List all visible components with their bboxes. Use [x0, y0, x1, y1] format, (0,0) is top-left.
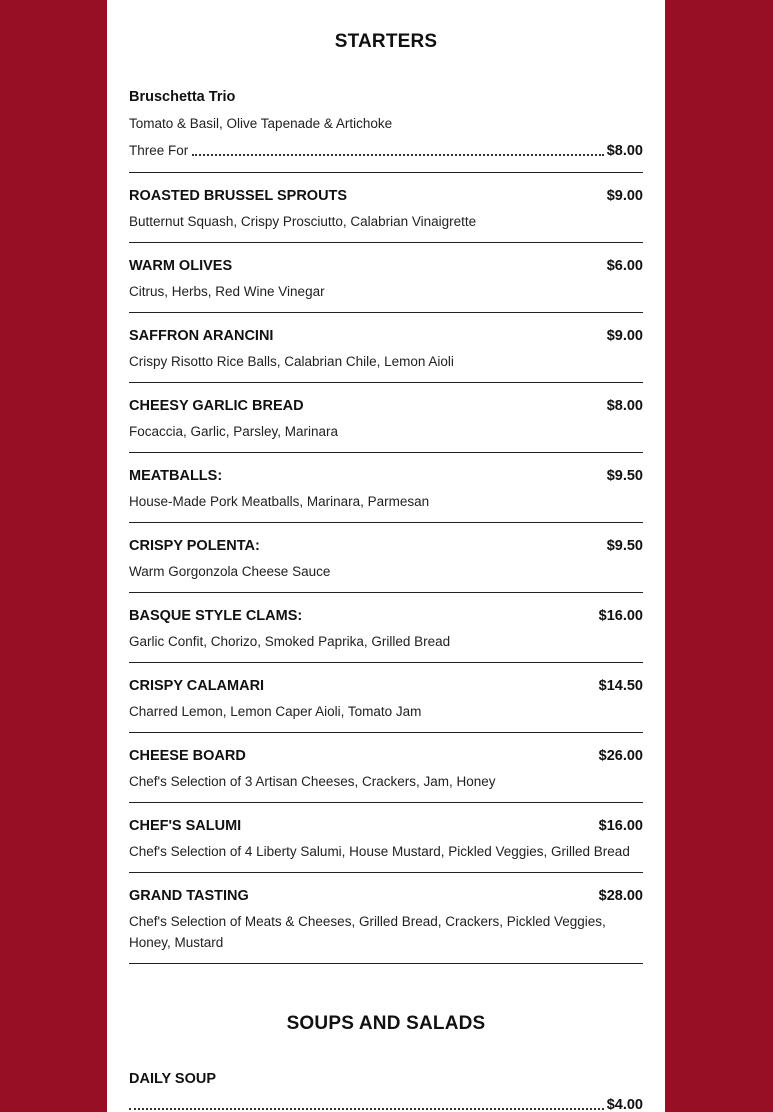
menu-item-grand-tasting [129, 887, 643, 964]
section-title-soups-and-salads: SOUPS AND SALADS [286, 1013, 486, 1034]
item-option-row [129, 1096, 643, 1112]
menu-item-bruschetta-trio [129, 88, 643, 173]
item-price: $8.00 [606, 398, 643, 414]
menu-item-meatballs [129, 467, 643, 523]
item-price: $9.50 [606, 538, 643, 554]
item-name: CHEESY GARLIC BREAD [129, 398, 304, 414]
item-description: House-Made Pork Meatballs, Marinara, Parmesan [129, 494, 430, 509]
item-name: CRISPY CALAMARI [129, 678, 265, 694]
item-description: Chef's Selection of Meats & Cheeses, Grilled Bread, Crackers, Pickled Veggies, Honey, Mustard [129, 914, 606, 950]
item-name: ROASTED BRUSSEL SPROUTS [129, 188, 348, 204]
menu-item-chefs-salumi [129, 817, 643, 873]
item-price: $4.00 [606, 1097, 643, 1112]
item-name: MEATBALLS: [129, 468, 223, 484]
item-price: $14.50 [598, 678, 643, 694]
item-name: GRAND TASTING [129, 888, 249, 904]
item-name: SAFFRON ARANCINI [129, 328, 274, 344]
item-description: Tomato & Basil, Olive Tapenade & Artichoke [129, 116, 393, 131]
item-price: $9.00 [606, 188, 643, 204]
item-description: Focaccia, Garlic, Parsley, Marinara [129, 424, 339, 439]
item-price: $16.00 [598, 608, 643, 624]
item-name: CRISPY POLENTA: [129, 538, 260, 554]
item-option-label: Three For [129, 143, 189, 158]
item-price: $16.00 [598, 818, 643, 834]
item-description: Chef's Selection of 3 Artisan Cheeses, Crackers, Jam, Honey [129, 774, 496, 789]
item-description: Crispy Risotto Rice Balls, Calabrian Chile, Lemon Aioli [129, 354, 454, 369]
item-name: Bruschetta Trio [129, 89, 236, 105]
item-description: Butternut Squash, Crispy Prosciutto, Calabrian Vinaigrette [129, 214, 477, 229]
menu-item-crispy-polenta [129, 537, 643, 593]
item-price: $6.00 [606, 258, 643, 274]
item-name: DAILY SOUP [129, 1071, 217, 1087]
item-description: Charred Lemon, Lemon Caper Aioli, Tomato Jam [129, 704, 422, 719]
menu-item-warm-olives [129, 257, 643, 313]
item-price: $9.50 [606, 468, 643, 484]
item-name: CHEF'S SALUMI [129, 818, 242, 834]
item-description: Garlic Confit, Chorizo, Smoked Paprika, Grilled Bread [129, 634, 451, 649]
item-price: $26.00 [598, 748, 643, 764]
menu-item-daily-soup [129, 1070, 643, 1112]
item-name: CHEESE BOARD [129, 748, 246, 764]
item-description: Citrus, Herbs, Red Wine Vinegar [129, 284, 325, 299]
item-name: BASQUE STYLE CLAMS: [129, 608, 303, 624]
dot-leader [192, 153, 603, 156]
item-description: Warm Gorgonzola Cheese Sauce [129, 564, 331, 579]
menu-item-roasted-brussel-sprouts [129, 187, 643, 243]
menu-item-crispy-calamari [129, 677, 643, 733]
item-name: WARM OLIVES [129, 258, 233, 274]
item-option-row [129, 142, 643, 160]
menu-item-basque-style-clams [129, 607, 643, 663]
item-price: $28.00 [598, 888, 643, 904]
item-description: Chef's Selection of 4 Liberty Salumi, House Mustard, Pickled Veggies, Grilled Bread [129, 844, 630, 859]
item-price: $8.00 [606, 143, 643, 159]
menu-panel [107, 0, 665, 1112]
menu-item-cheesy-garlic-bread [129, 397, 643, 453]
item-price: $9.00 [606, 328, 643, 344]
dot-leader [129, 1107, 604, 1110]
menu-item-cheese-board [129, 747, 643, 803]
menu-item-saffron-arancini [129, 327, 643, 383]
section-title-starters: STARTERS [334, 31, 438, 52]
